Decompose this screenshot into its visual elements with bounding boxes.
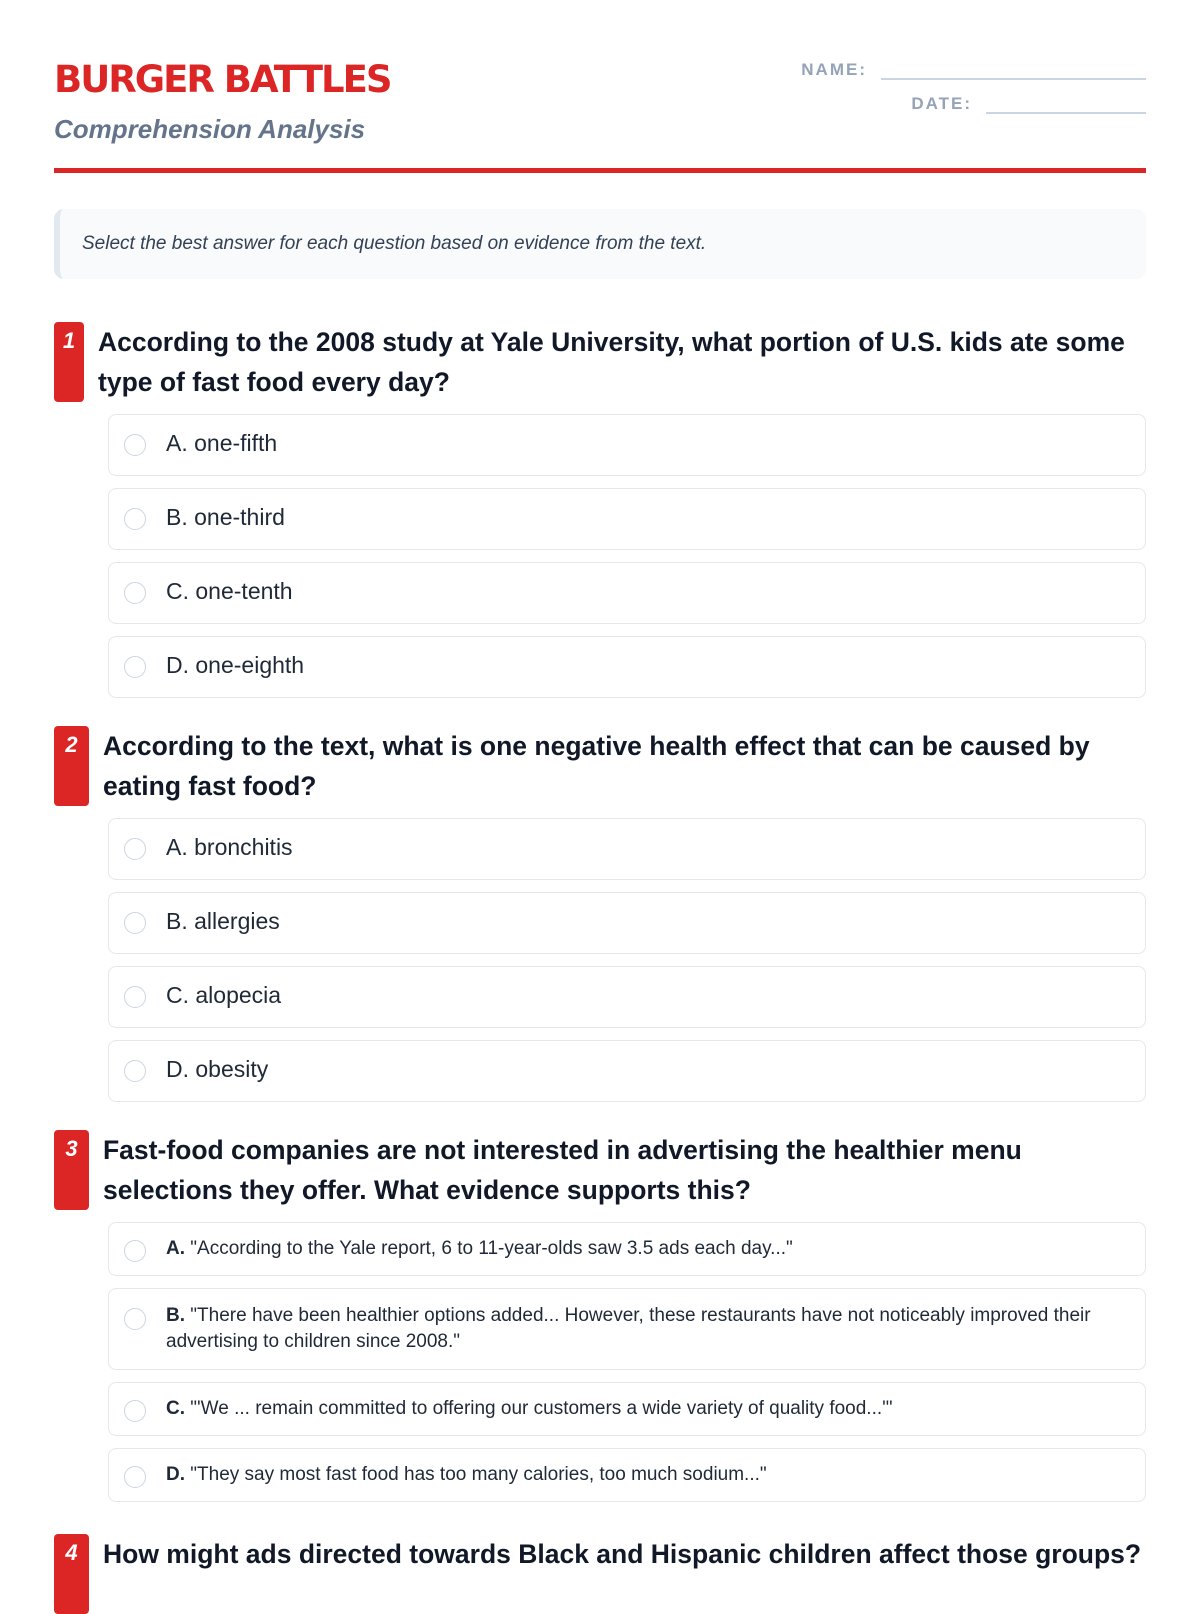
option-label bbox=[166, 1462, 1105, 1488]
option-letter: B. bbox=[166, 1305, 185, 1326]
question-number-badge: 1 bbox=[54, 322, 84, 402]
answer-option[interactable] bbox=[108, 1448, 1146, 1502]
answer-option[interactable] bbox=[108, 636, 1146, 698]
name-field[interactable] bbox=[801, 56, 1146, 80]
option-label bbox=[166, 1396, 1105, 1422]
instructions-box: Select the best answer for each question based on evidence from the text. bbox=[54, 209, 1146, 279]
question-number-badge: 3 bbox=[54, 1130, 89, 1210]
radio-button[interactable] bbox=[124, 1060, 146, 1082]
radio-button[interactable] bbox=[124, 1240, 146, 1262]
radio-button[interactable] bbox=[124, 1466, 146, 1488]
question-header bbox=[54, 322, 1146, 402]
question-number-badge: 2 bbox=[54, 726, 89, 806]
answer-option[interactable] bbox=[108, 1288, 1146, 1370]
option-letter: A. bbox=[166, 1238, 185, 1259]
option-label: A. bronchitis bbox=[166, 834, 293, 860]
answer-option[interactable] bbox=[108, 1222, 1146, 1276]
option-label: A. one-fifth bbox=[166, 430, 278, 456]
question-text: According to the text, what is one negative health effect that can be caused by eating fast food? bbox=[103, 731, 1090, 801]
radio-button[interactable] bbox=[124, 838, 146, 860]
date-input-line[interactable] bbox=[986, 90, 1146, 114]
question-text: Fast-food companies are not interested in advertising the healthier menu selections they offer. What evidence supports this? bbox=[103, 1135, 1022, 1205]
option-quote: "There have been healthier options added... However, these restaurants have not noticeably improved their advertising to children since 2008." bbox=[166, 1305, 1091, 1352]
date-label: DATE: bbox=[911, 94, 972, 113]
question-text: According to the 2008 study at Yale University, what portion of U.S. kids ate some type of fast food every day? bbox=[98, 327, 1125, 397]
option-quote: "According to the Yale report, 6 to 11-year-olds saw 3.5 ads each day..." bbox=[190, 1238, 793, 1259]
name-label: NAME: bbox=[801, 60, 867, 79]
question-number-badge: 4 bbox=[54, 1534, 89, 1614]
answer-option[interactable] bbox=[108, 966, 1146, 1028]
question-text: How might ads directed towards Black and Hispanic children affect those groups? bbox=[103, 1539, 1142, 1569]
radio-button[interactable] bbox=[124, 1308, 146, 1330]
option-quote: "They say most fast food has too many calories, too much sodium..." bbox=[190, 1464, 767, 1485]
question-header bbox=[54, 1130, 1146, 1210]
option-quote: "'We ... remain committed to offering our customers a wide variety of quality food...'" bbox=[190, 1398, 893, 1419]
radio-button[interactable] bbox=[124, 582, 146, 604]
option-label: C. one-tenth bbox=[166, 578, 293, 604]
answer-option[interactable] bbox=[108, 1040, 1146, 1102]
option-label: D. one-eighth bbox=[166, 652, 305, 678]
radio-button[interactable] bbox=[124, 508, 146, 530]
question-2 bbox=[54, 726, 1146, 806]
question-header bbox=[54, 726, 1146, 806]
answer-option[interactable] bbox=[108, 818, 1146, 880]
option-label: C. alopecia bbox=[166, 982, 282, 1008]
date-field[interactable] bbox=[911, 90, 1146, 114]
question-1 bbox=[54, 322, 1146, 402]
option-letter: D. bbox=[166, 1464, 185, 1485]
option-label bbox=[166, 1236, 1105, 1262]
option-label: B. one-third bbox=[166, 504, 285, 530]
option-label: B. allergies bbox=[166, 908, 280, 934]
radio-button[interactable] bbox=[124, 1400, 146, 1422]
worksheet-subtitle: Comprehension Analysis bbox=[54, 114, 366, 144]
name-input-line[interactable] bbox=[881, 56, 1146, 80]
answer-option[interactable] bbox=[108, 488, 1146, 550]
answer-option[interactable] bbox=[108, 1382, 1146, 1436]
answer-option[interactable] bbox=[108, 892, 1146, 954]
question-3 bbox=[54, 1130, 1146, 1210]
worksheet-page bbox=[54, 0, 1146, 1569]
worksheet-header bbox=[54, 0, 1146, 173]
radio-button[interactable] bbox=[124, 986, 146, 1008]
answer-option[interactable] bbox=[108, 414, 1146, 476]
radio-button[interactable] bbox=[124, 912, 146, 934]
answer-option[interactable] bbox=[108, 562, 1146, 624]
worksheet-title: BURGER BATTLES bbox=[54, 58, 391, 101]
radio-button[interactable] bbox=[124, 656, 146, 678]
radio-button[interactable] bbox=[124, 434, 146, 456]
option-letter: C. bbox=[166, 1398, 185, 1419]
option-label: D. obesity bbox=[166, 1056, 269, 1082]
question-header bbox=[54, 1534, 1146, 1574]
question-4 bbox=[54, 1534, 1146, 1574]
option-label bbox=[166, 1303, 1105, 1355]
